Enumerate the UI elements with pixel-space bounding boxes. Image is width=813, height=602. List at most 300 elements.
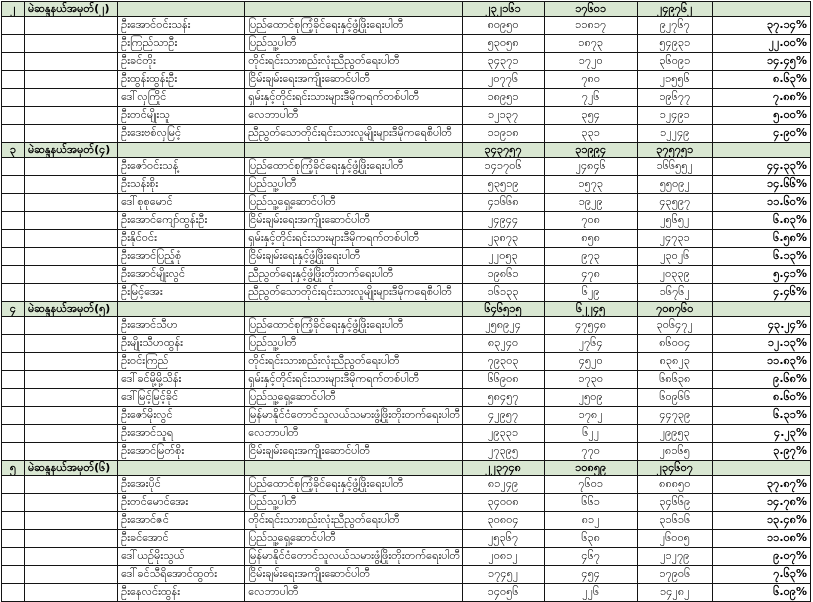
candidate-total-votes: ၈၆၀၀၄: [637, 335, 712, 353]
candidate-total-votes: ၃၆၀၉၁: [637, 53, 712, 71]
candidate-total-votes: ၂၁၂၇၉: [637, 548, 712, 566]
candidate-vote-percent: ၈.၆၀%: [712, 389, 810, 407]
candidate-name: ဦးခင်အောင်: [118, 530, 245, 548]
candidate-party: ရှမ်းနှင့်တိုင်းရင်းသားများဒီမိုကရက်တစ်ပါတီ: [245, 230, 462, 248]
candidate-name: ဦးအေးပိုင်: [118, 476, 245, 494]
constituency-label: မဲဆန္ဒနယ်အမှတ်(၄): [25, 143, 118, 158]
constituency-header-row: [2, 143, 811, 158]
candidate-party: ပြည်သူ့ပါတီ: [245, 335, 462, 353]
empty-label-cell: [25, 425, 118, 443]
candidate-vote-percent: ၄.၉၀%: [712, 125, 810, 143]
empty-serial-cell: [2, 107, 25, 125]
candidate-vote-percent: ၆.၅၈%: [712, 230, 810, 248]
candidate-vote-percent: ၆.၃၁%: [712, 407, 810, 425]
candidate-row: [2, 317, 811, 335]
candidate-votes: ၈၀၉၅၀: [462, 17, 544, 35]
candidate-row: [2, 494, 811, 512]
empty-serial-cell: [2, 566, 25, 584]
candidate-vote-percent: ၇.၈၈%: [712, 89, 810, 107]
empty-serial-cell: [2, 353, 25, 371]
candidate-votes: ၅၈၄၅၇: [462, 389, 544, 407]
candidate-row: [2, 53, 811, 71]
candidate-votes: ၁၆၁၃၃: [462, 284, 544, 302]
candidate-vote-percent: ၃၇.၁၄%: [712, 17, 810, 35]
candidate-row: [2, 512, 811, 530]
candidate-vote-percent: ၉.၀၇%: [712, 548, 810, 566]
empty-serial-cell: [2, 584, 25, 602]
empty-party-cell: [245, 461, 462, 476]
empty-label-cell: [25, 107, 118, 125]
candidate-vote-percent: ၉.၆၈%: [712, 371, 810, 389]
constituency-grand-total: ၇၀၈၇၆၀: [637, 302, 712, 317]
empty-label-cell: [25, 494, 118, 512]
candidate-vote-percent: ၃၇.၈၇%: [712, 476, 810, 494]
constituency-grand-total: ၂၃၄၆၀၇: [637, 461, 712, 476]
candidate-vote-percent: ၇.၆၃%: [712, 566, 810, 584]
candidate-name: ဦးမျိုးသီဟထွန်း: [118, 335, 245, 353]
empty-party-cell: [245, 302, 462, 317]
candidate-name: ဦးအောင်ဝင်းသန်း: [118, 17, 245, 35]
empty-serial-cell: [2, 476, 25, 494]
empty-label-cell: [25, 125, 118, 143]
candidate-total-votes: ၃၀၆၄၇၂: [637, 317, 712, 335]
candidate-name: ဦးခင်တိုး: [118, 53, 245, 71]
candidate-vote-percent: ၁၂.၁၃%: [712, 335, 810, 353]
constituency-total-advance-votes: ၃၁၉၉၄: [544, 143, 637, 158]
candidate-party: ညီညွတ်ရေးနှင့်ဖွံ့ဖြိုးတိုးတက်ရေးပါတီ: [245, 266, 462, 284]
empty-label-cell: [25, 530, 118, 548]
candidate-name: ဒေါ်မြင့်မြင့်ခိုင်: [118, 389, 245, 407]
empty-label-cell: [25, 512, 118, 530]
candidate-total-votes: ၁၆၆၅၅၂: [637, 158, 712, 176]
candidate-total-votes: ၁၄၂၈၂: [637, 584, 712, 602]
candidate-total-votes: ၄၃၅၉၇: [637, 194, 712, 212]
candidate-name: ဒေါ်စုစုမောင်: [118, 194, 245, 212]
empty-percent-cell: [712, 461, 810, 476]
empty-label-cell: [25, 443, 118, 461]
candidate-name: ဦးဒေးဗစ်လှမြင့်: [118, 125, 245, 143]
constituency-serial-number: ၅: [2, 461, 25, 476]
candidate-advance-votes: ၇၇၀: [544, 443, 637, 461]
candidate-party: ငြိမ်းချမ်းရေးအကျိုးဆောင်ပါတီ: [245, 71, 462, 89]
candidate-row: [2, 194, 811, 212]
candidate-name: ဦးတင်မောင်အေး: [118, 494, 245, 512]
candidate-votes: ၄၂၉၅၇: [462, 407, 544, 425]
candidate-total-votes: ၉၂၇၆၇: [637, 17, 712, 35]
constituency-grand-total: ၂၄၉၇၆၂: [637, 2, 712, 17]
empty-label-cell: [25, 158, 118, 176]
empty-label-cell: [25, 389, 118, 407]
candidate-name: ဦးဇော်ဝင်းသန့်: [118, 158, 245, 176]
candidate-party: ရှမ်းနှင့်တိုင်းရင်းသားများဒီမိုကရက်တစ်ပါတီ: [245, 371, 462, 389]
candidate-row: [2, 17, 811, 35]
candidate-party: ပြည်သူ့ရှေ့ဆောင်ပါတီ: [245, 530, 462, 548]
candidate-total-votes: ၆၀၉၆၆: [637, 389, 712, 407]
candidate-advance-votes: ၈၁၂: [544, 512, 637, 530]
candidate-votes: ၃၄၃၇၁: [462, 53, 544, 71]
candidate-advance-votes: ၈၅၈: [544, 230, 637, 248]
candidate-name: ဦးအောင်သီဟ: [118, 317, 245, 335]
candidate-name: ဦးဝင်းကြည်: [118, 353, 245, 371]
empty-serial-cell: [2, 425, 25, 443]
candidate-party: ပြည်သူ့ပါတီ: [245, 176, 462, 194]
candidate-advance-votes: ၂၇၆၄: [544, 335, 637, 353]
empty-serial-cell: [2, 248, 25, 266]
candidate-votes: ၁၄၀၅၆: [462, 584, 544, 602]
candidate-advance-votes: ၇၈၀: [544, 71, 637, 89]
empty-label-cell: [25, 407, 118, 425]
candidate-advance-votes: ၁၇၈၂: [544, 407, 637, 425]
candidate-row: [2, 548, 811, 566]
candidate-party: ပြည်သူ့ပါတီ: [245, 35, 462, 53]
candidate-total-votes: ၁၉၆၇၇: [637, 89, 712, 107]
candidate-total-votes: ၁၇၉၀၆: [637, 566, 712, 584]
empty-party-cell: [245, 143, 462, 158]
empty-percent-cell: [712, 2, 810, 17]
candidate-advance-votes: ၄၇၈: [544, 266, 637, 284]
empty-label-cell: [25, 89, 118, 107]
candidate-vote-percent: ၁၄.၆၆%: [712, 176, 810, 194]
empty-serial-cell: [2, 407, 25, 425]
candidate-advance-votes: ၄၇၅၄၈: [544, 317, 637, 335]
candidate-name: ဦးသန်းစိုး: [118, 176, 245, 194]
empty-serial-cell: [2, 548, 25, 566]
candidate-advance-votes: ၂၂၆: [544, 584, 637, 602]
candidate-vote-percent: ၄၃.၂၄%: [712, 317, 810, 335]
candidate-row: [2, 566, 811, 584]
candidate-vote-percent: ၃.၉၇%: [712, 443, 810, 461]
empty-party-cell: [245, 2, 462, 17]
candidate-row: [2, 443, 811, 461]
candidate-votes: ၁၇၄၅၂: [462, 566, 544, 584]
empty-serial-cell: [2, 230, 25, 248]
candidate-votes: ၂၅၃၆၇: [462, 530, 544, 548]
candidate-name: ဒေါ်ခင်မို့မို့သိန်း: [118, 371, 245, 389]
candidate-row: [2, 425, 811, 443]
candidate-name: ဦးနိုင်ဝင်း: [118, 230, 245, 248]
empty-label-cell: [25, 17, 118, 35]
candidate-total-votes: ၁၆၇၆၂: [637, 284, 712, 302]
candidate-votes: ၂၂၀၅၃: [462, 248, 544, 266]
candidate-votes: ၈၃၂၄၀: [462, 335, 544, 353]
candidate-party: ငြိမ်းချမ်းရေးအကျိုးဆောင်ပါတီ: [245, 443, 462, 461]
empty-serial-cell: [2, 512, 25, 530]
candidate-total-votes: ၈၃၈၂၃: [637, 353, 712, 371]
candidate-total-votes: ၁၂၂၄၉: [637, 125, 712, 143]
constituency-label: မဲဆန္ဒနယ်အမှတ်(၅): [25, 302, 118, 317]
empty-label-cell: [25, 353, 118, 371]
candidate-row: [2, 71, 811, 89]
constituency-label: မဲဆန္ဒနယ်အမှတ်(၆): [25, 461, 118, 476]
candidate-name: ဦးမြင့်အေး: [118, 284, 245, 302]
empty-label-cell: [25, 212, 118, 230]
candidate-vote-percent: ၅.၄၁%: [712, 266, 810, 284]
empty-name-cell: [118, 143, 245, 158]
empty-label-cell: [25, 317, 118, 335]
constituency-serial-number: ၄: [2, 302, 25, 317]
empty-serial-cell: [2, 176, 25, 194]
election-results-table: [1, 1, 811, 602]
candidate-advance-votes: ၆၃၈: [544, 530, 637, 548]
empty-label-cell: [25, 248, 118, 266]
empty-label-cell: [25, 266, 118, 284]
candidate-advance-votes: ၁၇၂၀: [544, 53, 637, 71]
candidate-name: ဒေါ်လှကြိုင်: [118, 89, 245, 107]
candidate-vote-percent: ၁၄.၄၅%: [712, 53, 810, 71]
candidate-name: ဦးနေလင်းထွန်း: [118, 584, 245, 602]
candidate-votes: ၈၁၂၄၉: [462, 476, 544, 494]
constituency-total-advance-votes: ၁၀၈၅၉: [544, 461, 637, 476]
empty-serial-cell: [2, 158, 25, 176]
candidate-votes: ၇၉၃၀၃: [462, 353, 544, 371]
candidate-vote-percent: ၅.၀၀%: [712, 107, 810, 125]
candidate-vote-percent: ၈.၆၃%: [712, 71, 810, 89]
candidate-party: မြန်မာနိုင်ငံတောင်သူလယ်သမားဖွံ့ဖြိုးတိုးတက်ရေးပါတီ: [245, 407, 462, 425]
constituency-total-votes: ၃၄၃၇၅၇: [462, 143, 544, 158]
candidate-votes: ၆၆၉၀၈: [462, 371, 544, 389]
candidate-vote-percent: ၆.၁၃%: [712, 248, 810, 266]
candidate-row: [2, 371, 811, 389]
candidate-votes: ၁၂၁၃၇: [462, 107, 544, 125]
candidate-advance-votes: ၆၂၉: [544, 284, 637, 302]
empty-percent-cell: [712, 143, 810, 158]
constituency-header-row: [2, 461, 811, 476]
candidate-votes: ၂၅၈၉၂၄: [462, 317, 544, 335]
candidate-party: တိုင်းရင်းသားစည်းလုံးညီညွတ်ရေးပါတီ: [245, 53, 462, 71]
candidate-vote-percent: ၁၁.၆၀%: [712, 194, 810, 212]
candidate-name: ဦးအောင်မြတ်စိုး: [118, 443, 245, 461]
candidate-votes: ၂၄၉၄၄: [462, 212, 544, 230]
candidate-name: ဦးအောင်သူရ: [118, 425, 245, 443]
empty-serial-cell: [2, 389, 25, 407]
candidate-name: ဦးတင်မျိုးသူ: [118, 107, 245, 125]
candidate-row: [2, 353, 811, 371]
constituency-total-advance-votes: ၁၇၆၀၁: [544, 2, 637, 17]
candidate-votes: ၁၉၈၆၁: [462, 266, 544, 284]
candidate-vote-percent: ၁၃.၄၈%: [712, 512, 810, 530]
candidate-votes: ၅၃၅၁၉: [462, 176, 544, 194]
empty-serial-cell: [2, 89, 25, 107]
empty-label-cell: [25, 335, 118, 353]
candidate-advance-votes: ၃၃၁: [544, 125, 637, 143]
candidate-name: ဦးဇော်မိုးလွင်: [118, 407, 245, 425]
empty-serial-cell: [2, 71, 25, 89]
candidate-row: [2, 89, 811, 107]
candidate-name: ဦးအောင်ဇင်: [118, 512, 245, 530]
empty-serial-cell: [2, 35, 25, 53]
candidate-row: [2, 248, 811, 266]
empty-serial-cell: [2, 443, 25, 461]
candidate-party: တိုင်းရင်းသားစည်းလုံးညီညွတ်ရေးပါတီ: [245, 353, 462, 371]
candidate-advance-votes: ၆၂၂: [544, 425, 637, 443]
candidate-votes: ၅၃၀၅၈: [462, 35, 544, 53]
candidate-votes: ၃၄၀၀၈: [462, 494, 544, 512]
candidate-party: မြန်မာနိုင်ငံတောင်သူလယ်သမားဖွံ့ဖြိုးတိုးတက်ရေးပါတီ: [245, 548, 462, 566]
candidate-vote-percent: ၁၁.၈၃%: [712, 353, 810, 371]
candidate-party: ညီညွတ်သောတိုင်းရင်းသားလူမျိုးများဒီမိုကရေစီပါတီ: [245, 125, 462, 143]
candidate-total-votes: ၂၁၅၅၆: [637, 71, 712, 89]
candidate-advance-votes: ၇၀၈: [544, 212, 637, 230]
candidate-name: ဦးအောင်ပြည့်စုံ: [118, 248, 245, 266]
constituency-label: မဲဆန္ဒနယ်အမှတ်(၂): [25, 2, 118, 17]
candidate-vote-percent: ၄.၄၆%: [712, 284, 810, 302]
candidate-advance-votes: ၃၅၄: [544, 107, 637, 125]
empty-label-cell: [25, 566, 118, 584]
candidate-row: [2, 407, 811, 425]
candidate-advance-votes: ၄၅၄: [544, 566, 637, 584]
empty-serial-cell: [2, 494, 25, 512]
candidate-advance-votes: ၇၆၀၁: [544, 476, 637, 494]
empty-label-cell: [25, 35, 118, 53]
candidate-votes: ၂၇၃၉၅: [462, 443, 544, 461]
constituency-total-votes: ၆၄၆၅၁၅: [462, 302, 544, 317]
empty-serial-cell: [2, 212, 25, 230]
candidate-total-votes: ၂၆၀၀၅: [637, 530, 712, 548]
empty-label-cell: [25, 176, 118, 194]
candidate-name: ဒေါ်ခင်သီရိအောင်ထွတ်း: [118, 566, 245, 584]
candidate-name: ဦးအောင်မျိုးလွင်: [118, 266, 245, 284]
candidate-total-votes: ၂၀၃၃၉: [637, 266, 712, 284]
candidate-vote-percent: ၁၁.၀၈%: [712, 530, 810, 548]
candidate-party: ပြည်ထောင်စုကြံ့ခိုင်ရေးနှင့်ဖွံ့ဖြိုးရေးပါတီ: [245, 17, 462, 35]
candidate-total-votes: ၂၈၁၆၅: [637, 443, 712, 461]
candidate-vote-percent: ၄.၂၃%: [712, 425, 810, 443]
candidate-row: [2, 107, 811, 125]
empty-serial-cell: [2, 266, 25, 284]
candidate-party: ပြည်သူ့ရှေ့ဆောင်ပါတီ: [245, 194, 462, 212]
candidate-votes: ၂၃၈၇၃: [462, 230, 544, 248]
candidate-row: [2, 335, 811, 353]
candidate-row: [2, 584, 811, 602]
candidate-advance-votes: ၂၅၀၉: [544, 389, 637, 407]
candidate-row: [2, 230, 811, 248]
empty-serial-cell: [2, 125, 25, 143]
empty-serial-cell: [2, 317, 25, 335]
candidate-row: [2, 125, 811, 143]
constituency-serial-number: ၂: [2, 2, 25, 17]
candidate-advance-votes: ၇၂၆: [544, 89, 637, 107]
candidate-party: ပြည်သူ့ရှေ့ဆောင်ပါတီ: [245, 389, 462, 407]
empty-serial-cell: [2, 530, 25, 548]
candidate-total-votes: ၂၅၆၅၂: [637, 212, 712, 230]
candidate-row: [2, 158, 811, 176]
candidate-votes: ၄၁၆၆၈: [462, 194, 544, 212]
candidate-party: ငြိမ်းချမ်းရေးအကျိုးဆောင်ပါတီ: [245, 566, 462, 584]
candidate-votes: ၂၀၈၁၂: [462, 548, 544, 566]
empty-label-cell: [25, 284, 118, 302]
candidate-vote-percent: ၄၄.၃၃%: [712, 158, 810, 176]
candidate-total-votes: ၂၃၀၂၆: [637, 248, 712, 266]
candidate-advance-votes: ၄၅၂၀: [544, 353, 637, 371]
candidate-total-votes: ၃၄၆၆၉: [637, 494, 712, 512]
constituency-grand-total: ၃၇၅၇၅၁: [637, 143, 712, 158]
empty-label-cell: [25, 230, 118, 248]
empty-label-cell: [25, 194, 118, 212]
constituency-total-advance-votes: ၆၂၂၄၅: [544, 302, 637, 317]
candidate-advance-votes: ၉၇၃: [544, 248, 637, 266]
candidate-party: ငြိမ်းချမ်းရေးအကျိုးဆောင်ပါတီ: [245, 212, 462, 230]
candidate-party: ပြည်ထောင်စုကြံ့ခိုင်ရေးနှင့်ဖွံ့ဖြိုးရေးပါတီ: [245, 476, 462, 494]
empty-serial-cell: [2, 17, 25, 35]
empty-name-cell: [118, 2, 245, 17]
candidate-advance-votes: ၁၇၃၀: [544, 371, 637, 389]
candidate-row: [2, 530, 811, 548]
candidate-advance-votes: ၂၄၈၄၆: [544, 158, 637, 176]
candidate-votes: ၁၈၉၅၁: [462, 89, 544, 107]
candidate-advance-votes: ၁၈၇၃: [544, 35, 637, 53]
candidate-name: ဦးကြည်သာဦး: [118, 35, 245, 53]
candidate-party: လေဘာပါတီ: [245, 107, 462, 125]
candidate-party: ပြည်သူ့ပါတီ: [245, 494, 462, 512]
constituency-header-row: [2, 302, 811, 317]
candidate-party: တိုင်းရင်းသားစည်းလုံးညီညွတ်ရေးပါတီ: [245, 512, 462, 530]
empty-label-cell: [25, 476, 118, 494]
candidate-advance-votes: ၄၆၇: [544, 548, 637, 566]
candidate-votes: ၂၉၃၃၁: [462, 425, 544, 443]
candidate-vote-percent: ၁၄.၇၈%: [712, 494, 810, 512]
empty-serial-cell: [2, 284, 25, 302]
candidate-row: [2, 266, 811, 284]
candidate-total-votes: ၆၈၆၃၈: [637, 371, 712, 389]
candidate-total-votes: ၄၄၇၃၉: [637, 407, 712, 425]
empty-label-cell: [25, 584, 118, 602]
empty-label-cell: [25, 548, 118, 566]
constituency-serial-number: ၃: [2, 143, 25, 158]
candidate-name: ဦးထွန်းထွန်းဦး: [118, 71, 245, 89]
empty-name-cell: [118, 302, 245, 317]
candidate-advance-votes: ၆၆၁: [544, 494, 637, 512]
candidate-advance-votes: ၁၉၂၉: [544, 194, 637, 212]
candidate-row: [2, 35, 811, 53]
constituency-header-row: [2, 2, 811, 17]
empty-label-cell: [25, 71, 118, 89]
candidate-votes: ၂၀၇၇၆: [462, 71, 544, 89]
candidate-party: ငြိမ်းချမ်းရေးနှင့်ဖွံ့ဖြိုးရေးပါတီ: [245, 248, 462, 266]
empty-name-cell: [118, 461, 245, 476]
empty-percent-cell: [712, 302, 810, 317]
candidate-total-votes: ၂၉၉၅၃: [637, 425, 712, 443]
candidate-party: ပြည်ထောင်စုကြံ့ခိုင်ရေးနှင့်ဖွံ့ဖြိုးရေးပါတီ: [245, 317, 462, 335]
candidate-votes: ၁၁၉၁၈: [462, 125, 544, 143]
candidate-total-votes: ၃၁၆၁၆: [637, 512, 712, 530]
candidate-party: ညီညွတ်သောတိုင်းရင်းသားလူမျိုးများဒီမိုကရေစီပါတီ: [245, 284, 462, 302]
candidate-name: ဦးအောင်ကျော်ထွန်းဦး: [118, 212, 245, 230]
candidate-votes: ၃၀၈၀၄: [462, 512, 544, 530]
candidate-total-votes: ၅၅၀၉၂: [637, 176, 712, 194]
candidate-total-votes: ၅၄၉၃၁: [637, 35, 712, 53]
candidate-party: ရှမ်းနှင့်တိုင်းရင်းသားများဒီမိုကရက်တစ်ပါတီ: [245, 89, 462, 107]
empty-serial-cell: [2, 53, 25, 71]
candidate-total-votes: ၂၄၇၃၁: [637, 230, 712, 248]
candidate-advance-votes: ၁၅၇၃: [544, 176, 637, 194]
candidate-vote-percent: ၆.၀၉%: [712, 584, 810, 602]
candidate-votes: ၁၄၁၇၀၆: [462, 158, 544, 176]
empty-serial-cell: [2, 371, 25, 389]
empty-label-cell: [25, 53, 118, 71]
candidate-name: ဒေါ်ယဉ်မိုးသွယ်: [118, 548, 245, 566]
candidate-party: လေဘာပါတီ: [245, 425, 462, 443]
candidate-row: [2, 176, 811, 194]
constituency-total-votes: ၂၂၃၇၄၈: [462, 461, 544, 476]
candidate-total-votes: ၁၂၄၉၁: [637, 107, 712, 125]
candidate-vote-percent: ၆.၈၃%: [712, 212, 810, 230]
candidate-vote-percent: ၂၂.၀၀%: [712, 35, 810, 53]
candidate-row: [2, 212, 811, 230]
empty-serial-cell: [2, 335, 25, 353]
candidate-total-votes: ၈၈၈၅၀: [637, 476, 712, 494]
empty-serial-cell: [2, 194, 25, 212]
candidate-party: ပြည်ထောင်စုကြံ့ခိုင်ရေးနှင့်ဖွံ့ဖြိုးရေးပါတီ: [245, 158, 462, 176]
